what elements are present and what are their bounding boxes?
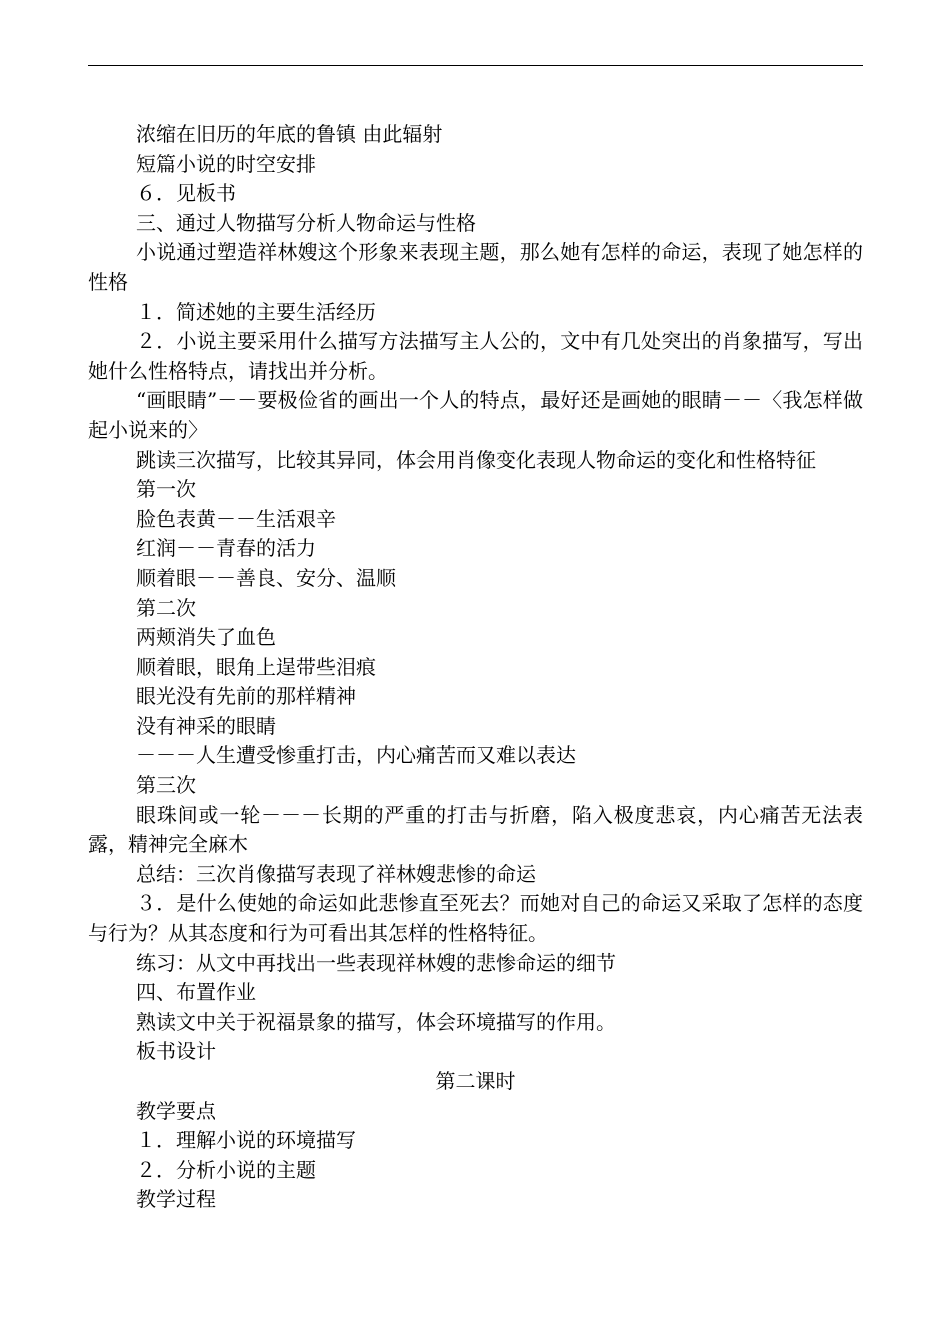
text-line: －－－人生遭受惨重打击，内心痛苦而又难以表达 — [136, 743, 576, 768]
section-heading: 四、布置作业 — [136, 980, 256, 1005]
paragraph: “画眼睛”－－要极俭省的画出一个人的特点，最好还是画她的眼睛－－〈我怎样做起小说来的〉 — [88, 388, 863, 442]
text-line: 两颊消失了血色 — [136, 625, 276, 650]
text-line: 顺着眼，眼角上逞带些泪痕 — [136, 654, 376, 679]
header-rule — [88, 65, 863, 66]
list-item: １．简述她的主要生活经历 — [136, 299, 376, 324]
text-line: 第一次 — [136, 477, 196, 502]
text-line: 第二次 — [136, 595, 196, 620]
text-line: 红润－－青春的活力 — [136, 536, 316, 561]
text-line: 眼光没有先前的那样精神 — [136, 684, 356, 709]
text-line: 练习：从文中再找出一些表现祥林嫂的悲惨命运的细节 — [136, 950, 616, 975]
lesson-title: 第二课时 — [435, 1069, 516, 1093]
text-line: 教学要点 — [136, 1098, 216, 1123]
list-item: ６．见板书 — [136, 181, 236, 206]
text-line: 教学过程 — [136, 1187, 216, 1212]
list-item: ２．分析小说的主题 — [136, 1157, 316, 1182]
text-line: 第三次 — [136, 773, 196, 798]
paragraph: 眼珠间或一轮－－－长期的严重的打击与折磨，陷入极度悲哀，内心痛苦无法表露，精神完全麻木 — [88, 802, 863, 857]
document-body — [88, 120, 863, 1215]
text-line: 跳读三次描写，比较其异同，体会用肖像变化表现人物命运的变化和性格特征 — [136, 447, 816, 472]
list-item: ３．是什么使她的命运如此悲惨直至死去？而她对自己的命运又采取了怎样的态度与行为？从其态度和行为可看出其怎样的性格特征。 — [88, 891, 863, 946]
text-line: 板书设计 — [136, 1039, 216, 1064]
list-item: １．理解小说的环境描写 — [136, 1128, 356, 1153]
text-line: 熟读文中关于祝福景象的描写，体会环境描写的作用。 — [136, 1009, 616, 1034]
text-line: 短篇小说的时空安排 — [136, 151, 316, 176]
text-line: 顺着眼－－善良、安分、温顺 — [136, 565, 396, 590]
section-heading: 三、通过人物描写分析人物命运与性格 — [136, 210, 476, 235]
text-line: 脸色表黄－－生活艰辛 — [136, 506, 336, 531]
list-item: ２．小说主要采用什么描写方法描写主人公的，文中有几处突出的肖象描写，写出她什么性格特点，请找出并分析。 — [88, 329, 863, 383]
text-line: 总结：三次肖像描写表现了祥林嫂悲惨的命运 — [136, 861, 536, 886]
text-line: 浓缩在旧历的年底的鲁镇 由此辐射 — [136, 122, 443, 146]
text-line: 没有神采的眼睛 — [136, 713, 276, 738]
paragraph: 小说通过塑造祥林嫂这个形象来表现主题，那么她有怎样的命运，表现了她怎样的性格 — [88, 240, 863, 294]
